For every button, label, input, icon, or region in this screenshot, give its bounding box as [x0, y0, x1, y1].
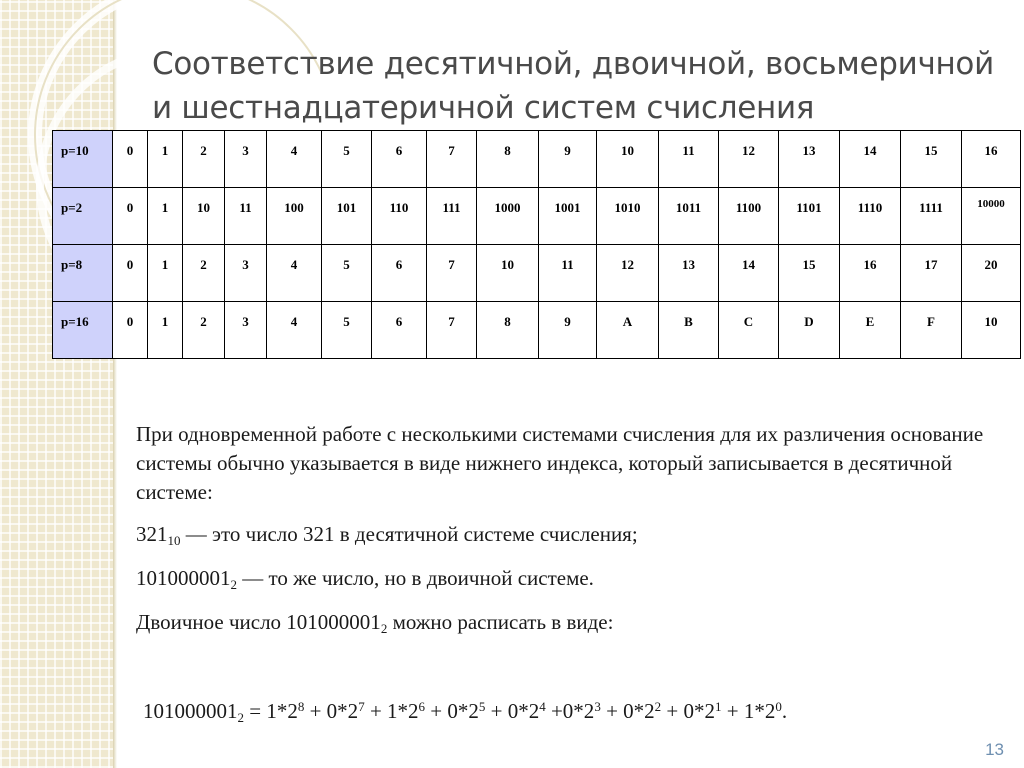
formula-term: = 1*2: [244, 699, 298, 723]
table-cell: 111: [427, 188, 477, 245]
table-cell: 1100: [719, 188, 779, 245]
expansion-intro: Двоичное число $101000001_2$ можно расписать в виде:: [136, 610, 614, 636]
table-cell: 1010: [597, 188, 659, 245]
table-cell: 1101: [779, 188, 840, 245]
table-cell: 6: [372, 131, 427, 188]
table-cell: B: [659, 302, 719, 359]
table-cell: 14: [719, 245, 779, 302]
table-cell: 6: [372, 302, 427, 359]
table-cell: 100: [267, 188, 322, 245]
formula-term: + 0*2: [600, 699, 655, 723]
formula-exponent: 1: [715, 699, 722, 714]
table-row: [53, 302, 1021, 359]
table-cell: 0: [113, 188, 148, 245]
table-cell: E: [840, 302, 901, 359]
table-cell: 1: [148, 302, 183, 359]
example-binary: $101000001_2$ — то же число, но в двоичной системе.: [136, 566, 594, 592]
table-cell: 7: [427, 302, 477, 359]
table-cell: 20: [962, 245, 1021, 302]
table-cell: 0: [113, 302, 148, 359]
table-cell: 15: [901, 131, 962, 188]
formula-term: + 1*2: [721, 699, 776, 723]
table-cell: 3: [225, 245, 267, 302]
table-cell: 1: [148, 245, 183, 302]
table-row: [53, 245, 1021, 302]
table-cell: 8: [477, 302, 539, 359]
table-cell: 1000: [477, 188, 539, 245]
table-cell: 13: [659, 245, 719, 302]
table-cell: 5: [322, 245, 372, 302]
body-text: [136, 420, 996, 652]
table-cell: 1: [148, 131, 183, 188]
binary-expansion-formula: $101000001_2 = 1*2^8 + 0*2^7 + 1*2^6 + 0*2^5 + 0*2^4 +0*2^3 + 0*2^2 + 0*2^1 + 1*2^0$.: [143, 699, 788, 725]
table-cell: 17: [901, 245, 962, 302]
formula-exponent: 0: [775, 699, 782, 714]
slide-title: Соответствие десятичной, двоичной, восьмеричной и шестнадцатеричной систем счисления: [152, 46, 994, 126]
row-label: p=10: [53, 131, 113, 188]
formula-term: + 0*2: [661, 699, 715, 723]
table-cell: 10000: [962, 188, 1021, 245]
table-cell: 10: [477, 245, 539, 302]
table-cell: 2: [183, 245, 225, 302]
formula-exponent: 2: [654, 699, 662, 714]
table-cell: 12: [719, 131, 779, 188]
table-cell: 16: [962, 131, 1021, 188]
table-cell: 12: [597, 245, 659, 302]
table-cell: 14: [840, 131, 901, 188]
table-cell: 11: [539, 245, 597, 302]
table-cell: 3: [225, 302, 267, 359]
table-cell: 10: [183, 188, 225, 245]
table-cell: 4: [267, 131, 322, 188]
formula-term: + 1*2: [364, 699, 419, 723]
formula-exponent: 3: [594, 699, 601, 714]
formula-term: + 0*2: [485, 699, 540, 723]
formula-exponent: 8: [297, 699, 305, 714]
table-cell: 2: [183, 131, 225, 188]
table-cell: 8: [477, 131, 539, 188]
table-cell: 4: [267, 245, 322, 302]
row-label: p=2: [53, 188, 113, 245]
table-row: [53, 131, 1021, 188]
table-cell: 10: [962, 302, 1021, 359]
table-cell: 11: [659, 131, 719, 188]
table-cell: 1110: [840, 188, 901, 245]
table-cell: D: [779, 302, 840, 359]
table-cell: 5: [322, 131, 372, 188]
intro-paragraph: При одновременной работе с несколькими системами счисления для их различения основание системы обычно указывается в виде нижнего индекса, который записывается в десятичной системе:: [136, 422, 984, 504]
table-cell: A: [597, 302, 659, 359]
table-cell: 1: [148, 188, 183, 245]
row-label: p=8: [53, 245, 113, 302]
table-row: [53, 188, 1021, 245]
table-cell: 101: [322, 188, 372, 245]
table-cell: 9: [539, 131, 597, 188]
table-cell: 6: [372, 245, 427, 302]
table-cell: 3: [225, 131, 267, 188]
formula-exponent: 6: [418, 699, 426, 714]
table-cell: 9: [539, 302, 597, 359]
table-cell: 7: [427, 131, 477, 188]
table-cell: F: [901, 302, 962, 359]
table-cell: 11: [225, 188, 267, 245]
table-cell: 15: [779, 245, 840, 302]
formula-exponent: 4: [539, 699, 546, 714]
table-cell: 7: [427, 245, 477, 302]
formula-term: +0*2: [545, 699, 595, 723]
table-cell: 10: [597, 131, 659, 188]
number-systems-table: [52, 130, 1021, 359]
table-cell: 16: [840, 245, 901, 302]
table-cell: C: [719, 302, 779, 359]
page-number: 13: [985, 740, 1004, 759]
formula-exponent: 7: [358, 699, 365, 714]
row-label: p=16: [53, 302, 113, 359]
formula-term: + 0*2: [425, 699, 479, 723]
table-cell: 2: [183, 302, 225, 359]
table-cell: 1001: [539, 188, 597, 245]
table-cell: 1011: [659, 188, 719, 245]
table-cell: 110: [372, 188, 427, 245]
formula-exponent: 5: [478, 699, 486, 714]
table-cell: 4: [267, 302, 322, 359]
example-decimal: $321_{10}$ — это число 321 в десятичной системе счисления;: [136, 522, 638, 548]
table-cell: 5: [322, 302, 372, 359]
table-cell: 0: [113, 245, 148, 302]
table-cell: 1111: [901, 188, 962, 245]
formula-term: + 0*2: [304, 699, 359, 723]
table-cell: 0: [113, 131, 148, 188]
table-cell: 13: [779, 131, 840, 188]
